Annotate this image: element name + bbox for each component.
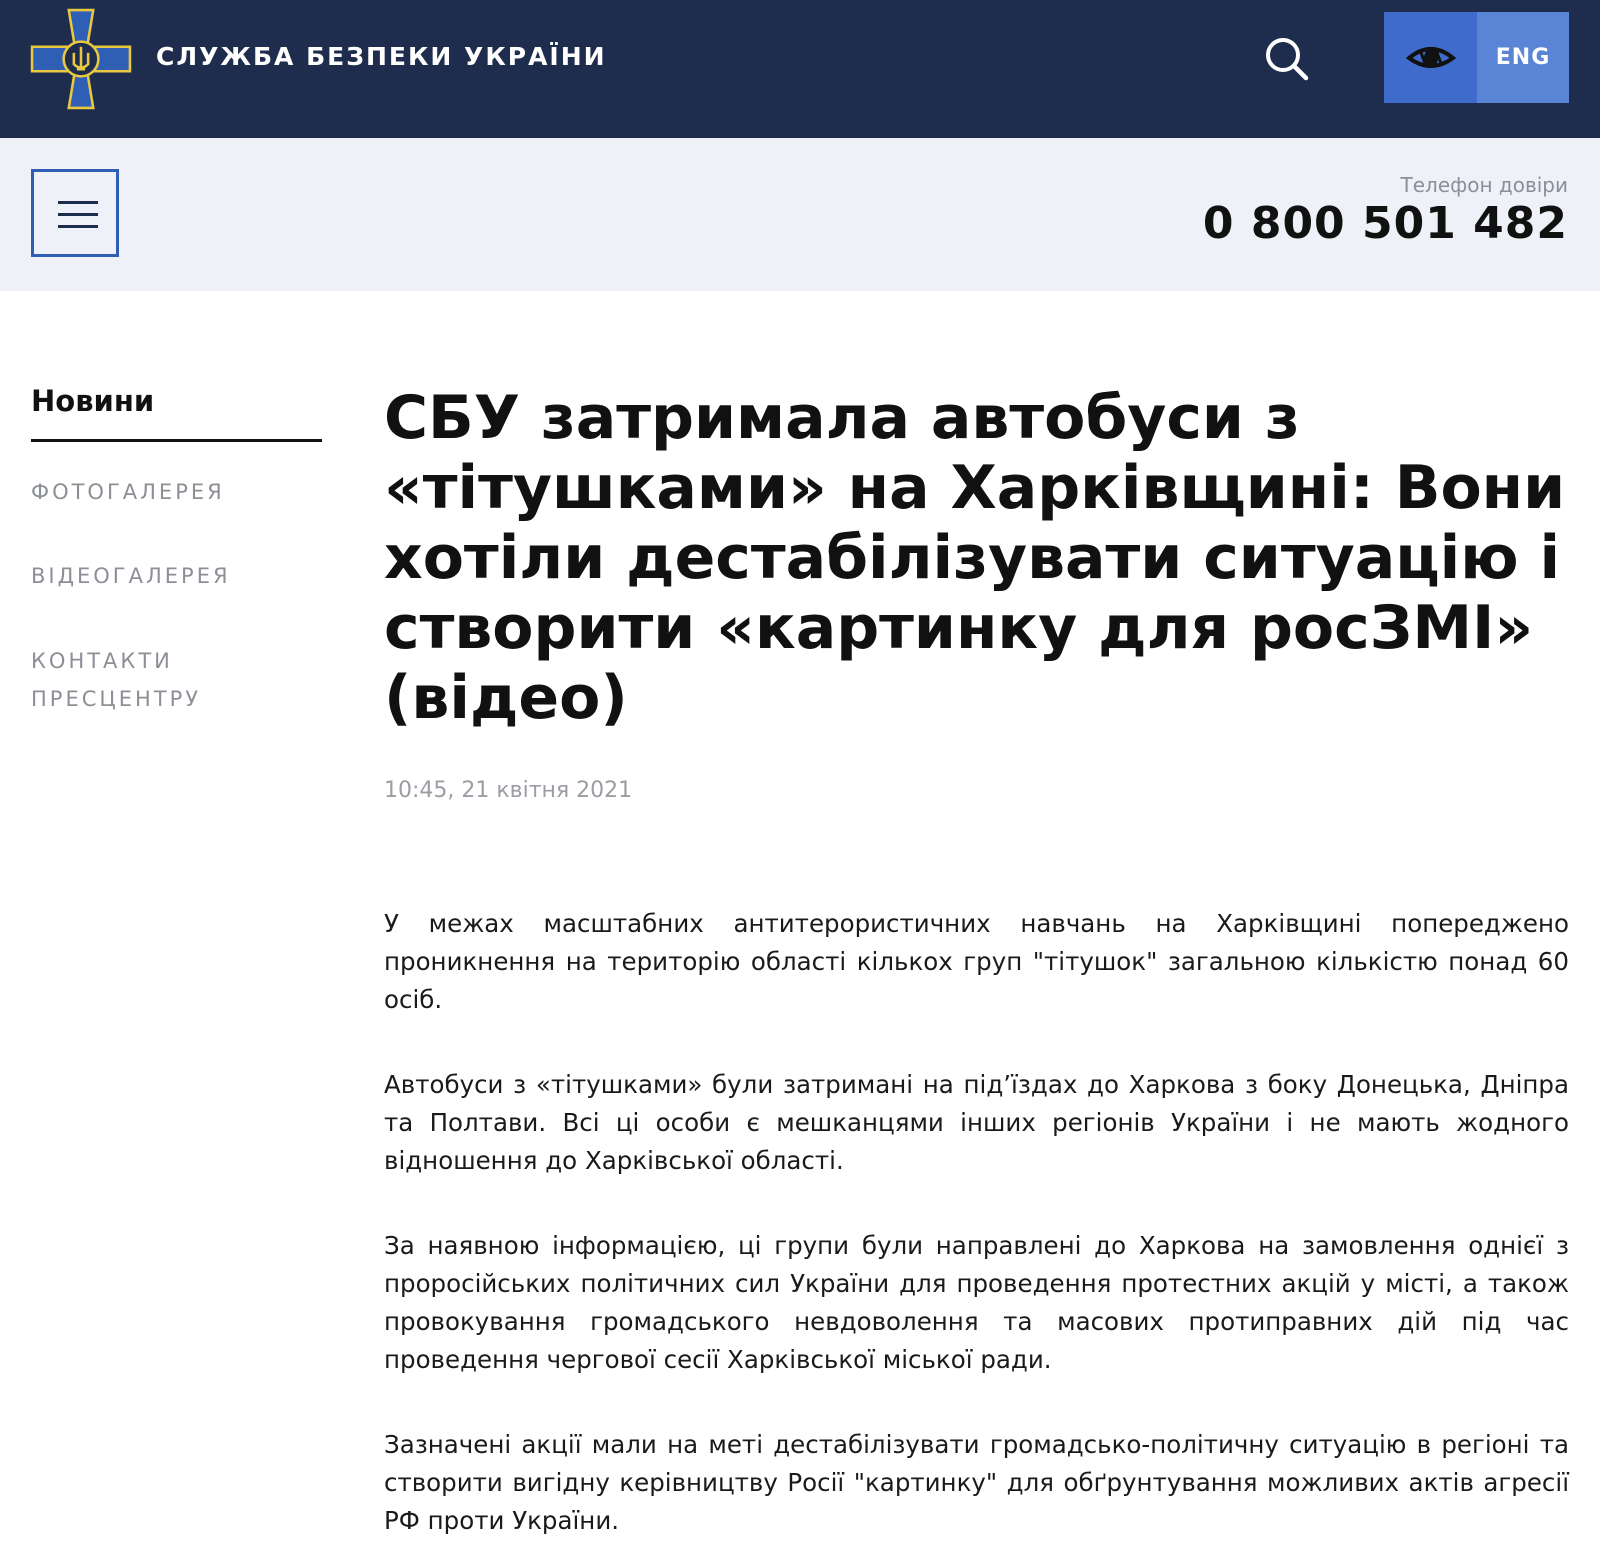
article-date: 10:45, 21 квітня 2021	[384, 778, 633, 803]
article-paragraph: У межах масштабних антитерористичних навчань на Харківщині попереджено проникнення на територію області кількох груп "тітушок" загальною кількістю понад 60 осіб.	[384, 909, 1569, 1014]
trust-line-label: Телефон довіри	[1400, 173, 1568, 197]
sidebar-item-press-center[interactable]: ПРЕСЦЕНТРУ	[31, 687, 202, 711]
sidebar-item-video-gallery[interactable]: ВІДЕОГАЛЕРЕЯ	[31, 564, 231, 588]
sub-bar	[0, 138, 1600, 291]
accessibility-button[interactable]	[1384, 12, 1477, 103]
article-paragraph: Автобуси з «тітушками» були затримані на під’їздах до Харкова з боку Донецька, Дніпра та Полтави. Всі ці особи є мешканцями інших регіонів України і не мають жодного відношення до Харківської області.	[384, 1070, 1569, 1175]
language-switch-button[interactable]: ENG	[1477, 12, 1569, 103]
trust-line-phone[interactable]: 0 800 501 482	[1202, 198, 1568, 249]
sbu-emblem-icon[interactable]	[30, 8, 132, 110]
top-bar	[0, 0, 1600, 138]
hamburger-icon	[58, 201, 98, 204]
article-paragraph: За наявною інформацією, ці групи були направлені до Харкова на замовлення однієї з проросійських політичних сил України для проведення протестних акцій у місті, а також провокування громадського невдоволення та масових протиправних дій під час проведення чергової сесії Харківської міської ради.	[384, 1231, 1569, 1374]
search-icon[interactable]	[1262, 34, 1310, 82]
sidebar-active-underline	[31, 439, 322, 442]
sidebar-item-photo-gallery[interactable]: ФОТОГАЛЕРЕЯ	[31, 480, 225, 504]
site-title[interactable]: СЛУЖБА БЕЗПЕКИ УКРАЇНИ	[156, 42, 607, 71]
menu-button[interactable]	[31, 169, 119, 257]
sidebar-item-news[interactable]: Новини	[31, 384, 155, 418]
eye-icon	[1406, 44, 1456, 72]
article-paragraph: Зазначені акції мали на меті дестабілізувати громадсько-політичну ситуацію в регіоні та створити вигідну керівництву Росії "картинку" для обґрунтування можливих актів агресії РФ проти України.	[384, 1430, 1569, 1535]
article-title: СБУ затримала автобуси з «тітушками» на Харківщині: Вони хотіли дестабілізувати ситуацію і створити «картинку для росЗМІ» (відео)	[384, 383, 1566, 733]
sidebar-item-contacts[interactable]: КОНТАКТИ	[31, 649, 173, 673]
